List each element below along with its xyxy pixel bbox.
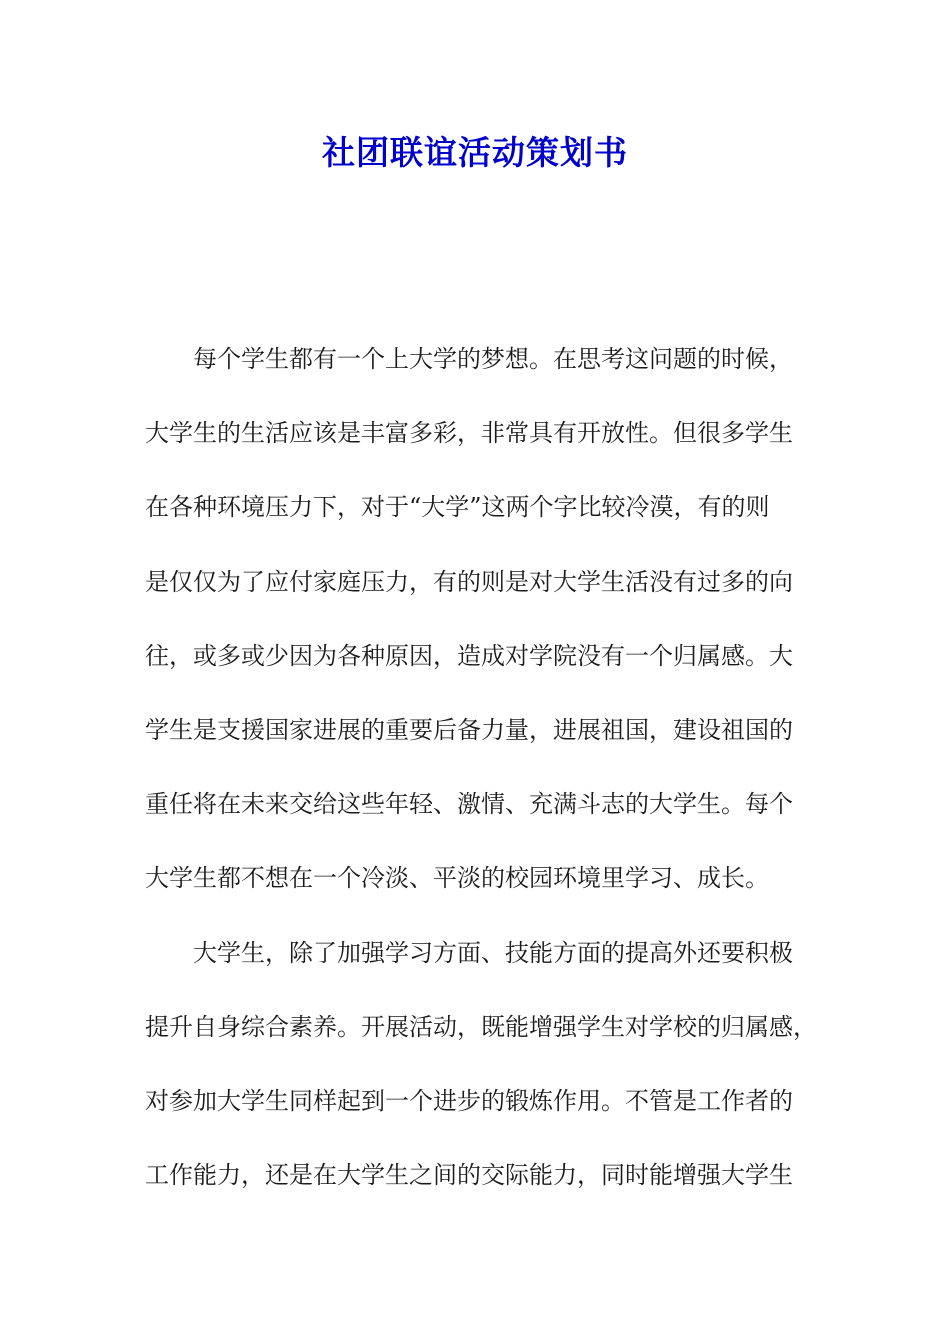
paragraph-1-line-6: 学生是支援国家进展的重要后备力量，进展祖国，建设祖国的: [145, 715, 793, 744]
document-title: 社团联谊活动策划书: [322, 133, 628, 172]
paragraph-2-line-3: 对参加大学生同样起到一个进步的锻炼作用。不管是工作者的: [145, 1086, 793, 1115]
paragraph-1-line-5: 往，或多或少因为各种原因，造成对学院没有一个归属感。大: [145, 641, 793, 670]
paragraph-2-line-4: 工作能力，还是在大学生之间的交际能力，同时能增强大学生: [145, 1161, 793, 1190]
paragraph-2-line-2: 提升自身综合素养。开展活动，既能增强学生对学校的归属感，: [145, 1012, 817, 1041]
paragraph-1-line-8: 大学生都不想在一个冷淡、平淡的校园环境里学习、成长。: [145, 864, 769, 893]
paragraph-1-line-2: 大学生的生活应该是丰富多彩，非常具有开放性。但很多学生: [145, 419, 793, 448]
paragraph-1-line-4: 是仅仅为了应付家庭压力，有的则是对大学生活没有过多的向: [145, 567, 793, 596]
paragraph-2-line-1: 大学生，除了加强学习方面、技能方面的提高外还要积极: [193, 938, 793, 967]
paragraph-1-line-3: 在各种环境压力下，对于“大学”这两个字比较冷漠，有的则: [145, 493, 770, 522]
paragraph-1-line-1: 每个学生都有一个上大学的梦想。在思考这问题的时候，: [193, 345, 793, 373]
document-body: [145, 336, 817, 1226]
paragraph-1-line-7: 重任将在未来交给这些年轻、激情、充满斗志的大学生。每个: [145, 790, 793, 819]
